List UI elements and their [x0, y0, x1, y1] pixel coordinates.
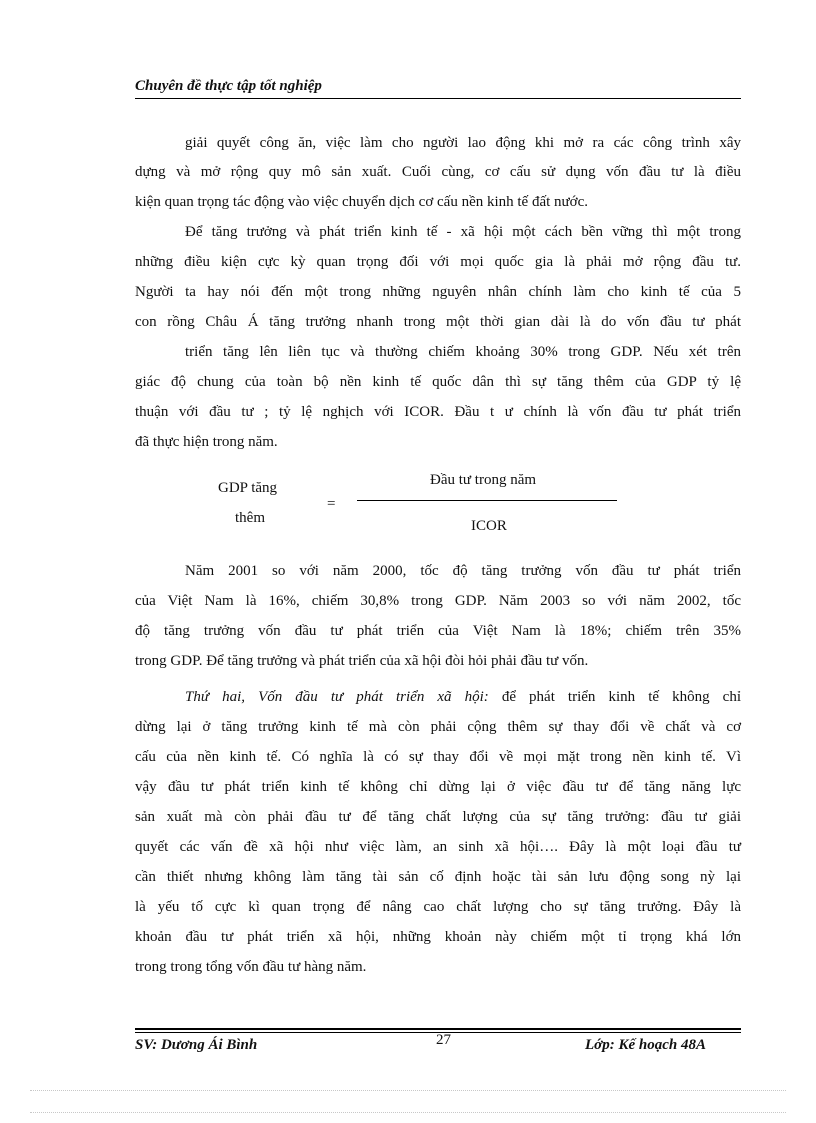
text-line: Năm 2001 so với năm 2000, tốc độ tăng trưởng vốn đầu tư phát triển [185, 563, 741, 579]
text-line: dựng và mở rộng quy mô sản xuất. Cuối cùng, cơ cấu sử dụng vốn đầu tư là điều [135, 164, 741, 180]
footer-student: SV: Dương Ái Bình [135, 1037, 258, 1053]
text-line: độ tăng trưởng vốn đầu tư phát triển của Việt Nam là 18%; chiếm trên 35% [135, 623, 741, 639]
page-edge-dotted [30, 1112, 786, 1113]
text-line: thuận với đầu tư ; tỷ lệ nghịch với ICOR. Đầu t ư chính là vốn đầu tư phát triển [135, 404, 741, 420]
text-line: giải quyết công ăn, việc làm cho người lao động khi mở ra các công trình xây [185, 135, 741, 151]
text-line: quyết các vấn đề xã hội như việc làm, an sinh xã hội…. Đây là một loại đầu tư [135, 839, 741, 855]
text-line: triển tăng lên liên tục và thường chiếm khoảng 30% trong GDP. Nếu xét trên [185, 344, 741, 360]
text-span: để phát triển kinh tế không chỉ [488, 689, 741, 705]
text-line: dừng lại ở tăng trưởng kinh tế mà còn phải cộng thêm sự thay đổi về chất và cơ [135, 719, 741, 735]
text-line: con rồng Châu Á tăng trưởng nhanh trong một thời gian dài là do vốn đầu tư phát [135, 314, 741, 330]
text-line: giác độ chung của toàn bộ nền kinh tế quốc dân thì sự tăng thêm của GDP tỷ lệ [135, 374, 741, 390]
text-line: cấu của nền kinh tế. Có nghĩa là có sự thay đổi về mọi mặt trong nền kinh tế. Vì [135, 749, 741, 765]
page-edge-dotted [30, 1090, 786, 1091]
text-line: trong trong tổng vốn đầu tư hàng năm. [135, 959, 367, 975]
text-line: vậy đầu tư phát triển kinh tế không chỉ dừng lại ở việc đầu tư để tăng năng lực [135, 779, 741, 795]
text-line: là yếu tố cực kì quan trọng để nâng cao chất lượng cho sự tăng trưởng. Đây là [135, 899, 741, 915]
text-line: trong GDP. Để tăng trưởng và phát triển của xã hội đòi hỏi phải đầu tư vốn. [135, 653, 589, 669]
text-line [185, 687, 741, 707]
header-title: Chuyên đề thực tập tốt nghiệp [135, 78, 322, 94]
text-line: Để tăng trưởng và phát triển kinh tế - xã hội một cách bền vững thì một trong [185, 224, 741, 240]
text-line: Người ta hay nói đến một trong những nguyên nhân chính làm cho kinh tế của 5 [135, 284, 741, 300]
text-line: cần thiết nhưng không làm tăng tài sản cố định hoặc tài sản lưu động song nỳ lại [135, 869, 741, 885]
footer-class: Lớp: Kế hoạch 48A [585, 1037, 706, 1053]
text-line: những điều kiện cực kỳ quan trọng đối với mọi quốc gia là phải mở rộng đầu tư. [135, 254, 741, 270]
text-line: của Việt Nam là 16%, chiếm 30,8% trong GDP. Năm 2003 so với năm 2002, tốc [135, 593, 741, 609]
text-line: đã thực hiện trong năm. [135, 434, 278, 450]
page-header [135, 76, 741, 99]
formula-equals: = [327, 496, 336, 512]
page-number: 27 [436, 1032, 451, 1048]
fraction-bar [357, 500, 617, 501]
text-line: kiện quan trọng tác động vào việc chuyển dịch cơ cấu nền kinh tế đất nước. [135, 194, 589, 210]
section-lead: Thứ hai, Vốn đầu tư phát triển xã hội: [185, 689, 489, 705]
formula-denominator: ICOR [471, 518, 507, 534]
formula-lhs-line2: thêm [235, 510, 265, 526]
formula-lhs-line1: GDP tăng [218, 480, 278, 496]
formula-numerator: Đầu tư trong năm [430, 472, 537, 488]
text-line: khoản đầu tư phát triển xã hội, những khoản này chiếm một tỉ trọng khá lớn [135, 929, 741, 945]
text-line: sản xuất mà còn phải đầu tư để tăng chất lượng của sự tăng trưởng: đầu tư giải [135, 809, 741, 825]
